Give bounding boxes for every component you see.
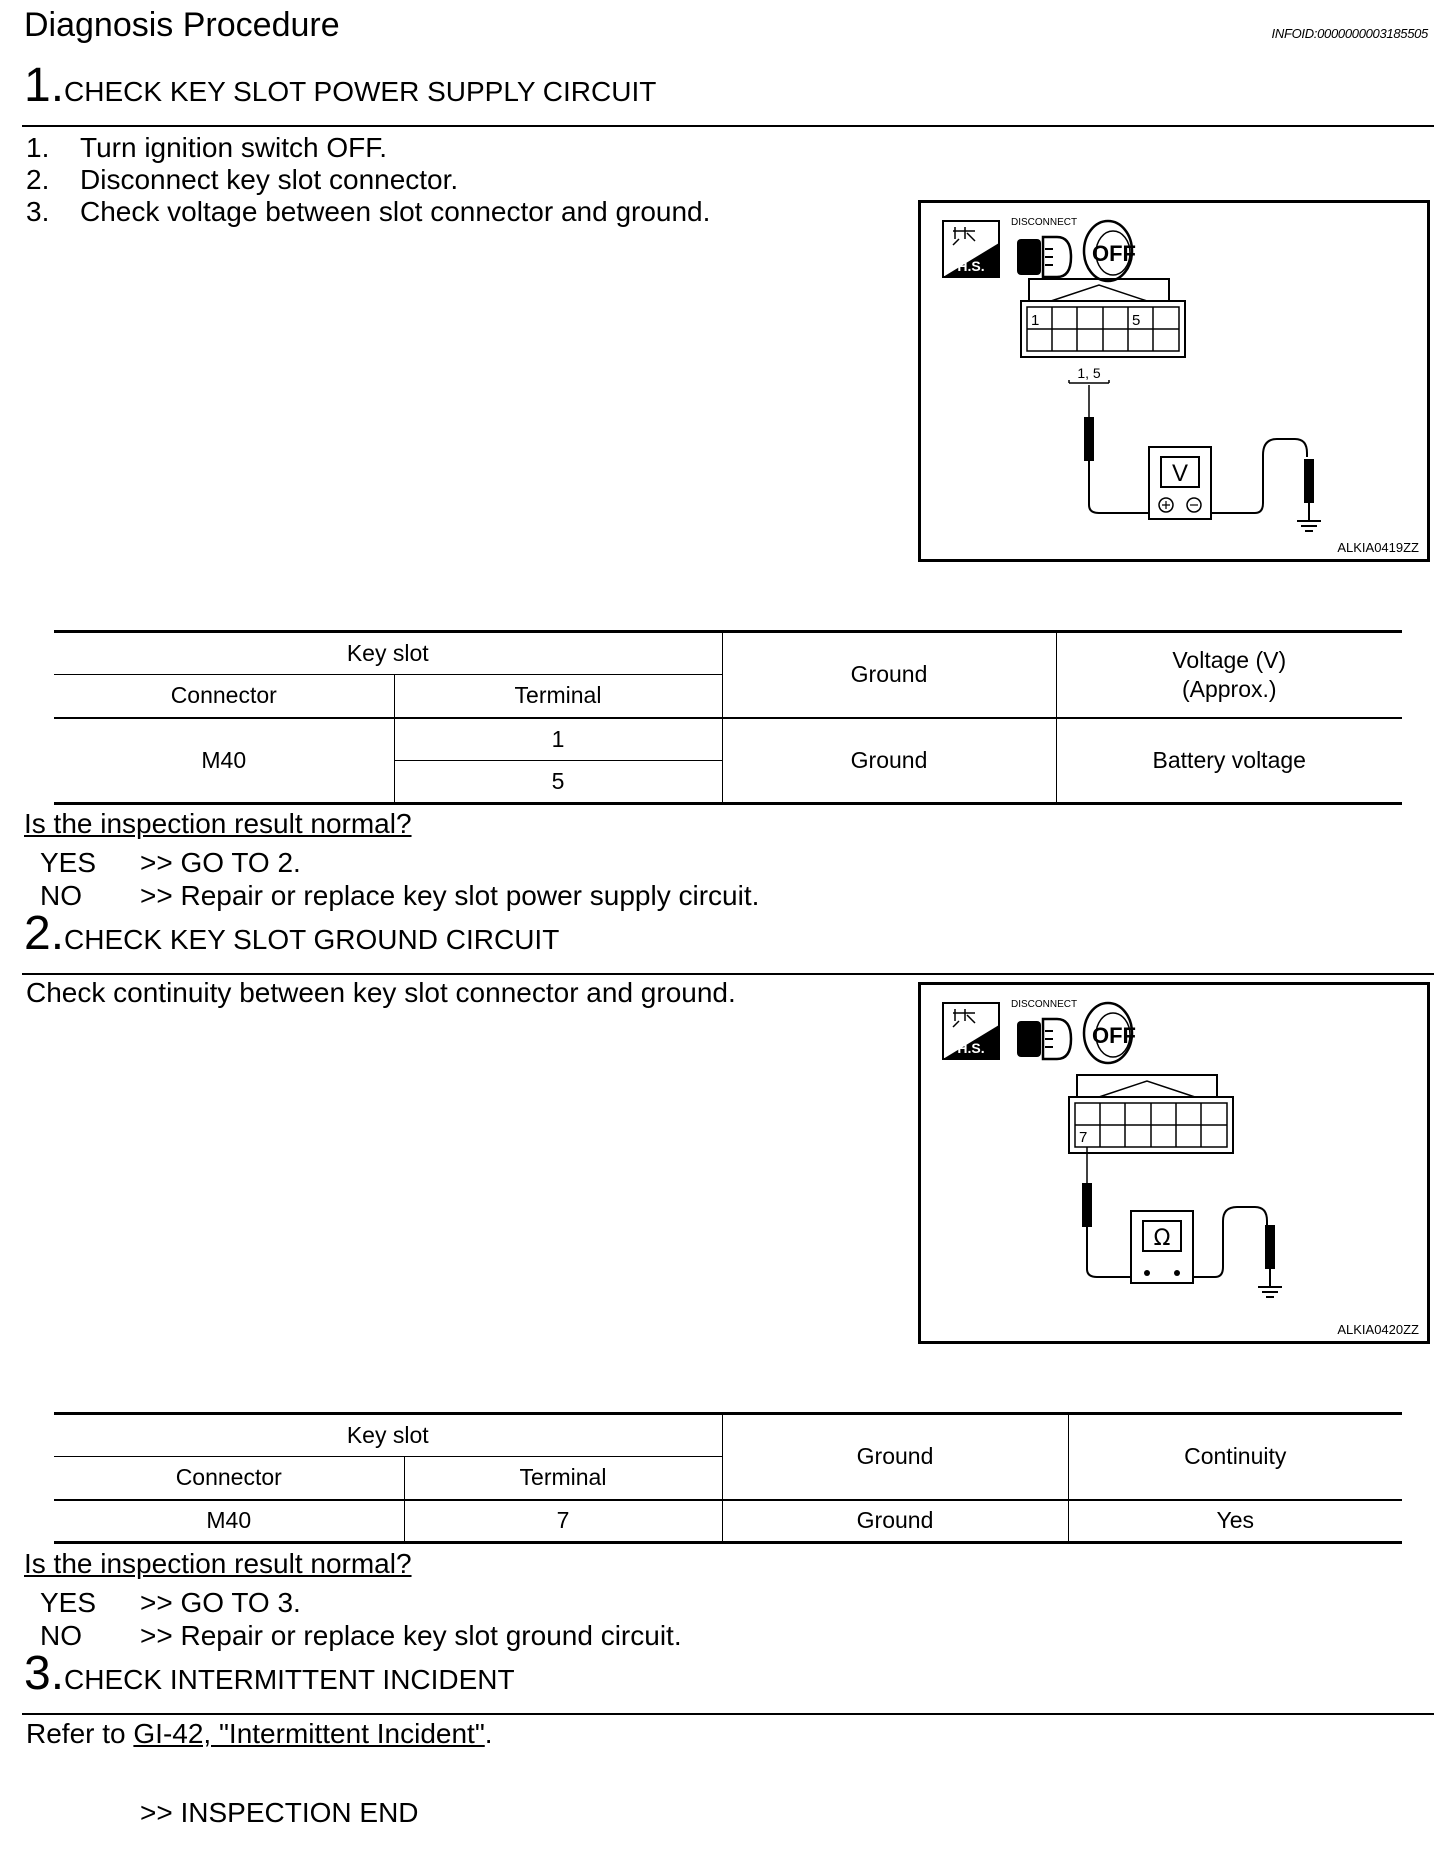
ohmmeter xyxy=(1131,1211,1193,1283)
inspection-end: >> INSPECTION END xyxy=(140,1797,419,1828)
step-title: CHECK KEY SLOT POWER SUPPLY CIRCUIT xyxy=(64,76,657,107)
svg-text:DISCONNECT: DISCONNECT xyxy=(1011,999,1078,1010)
harness-side-icon xyxy=(943,1003,999,1059)
step-number: 1. xyxy=(24,59,65,112)
step-number: 2. xyxy=(24,907,65,960)
answer-no: NO >> Repair or replace key slot ground circuit. xyxy=(40,1620,682,1651)
voltage-spec-table xyxy=(54,630,1402,805)
intermittent-incident-link[interactable]: GI-42, "Intermittent Incident" xyxy=(133,1718,485,1749)
svg-text:Ω: Ω xyxy=(1153,1226,1171,1251)
step-1-heading xyxy=(24,59,657,112)
svg-text:1: 1 xyxy=(1031,312,1040,329)
svg-text:H.S.: H.S. xyxy=(957,258,985,274)
refer-text: Refer to GI-42, "Intermittent Incident". xyxy=(26,1718,493,1749)
table-row: Connector Terminal xyxy=(54,675,1402,718)
figure-code: ALKIA0420ZZ xyxy=(1337,1322,1419,1337)
svg-text:5: 5 xyxy=(1132,312,1141,329)
harness-side-icon xyxy=(943,221,999,277)
svg-text:V: V xyxy=(1171,460,1189,487)
page-title: Diagnosis Procedure xyxy=(24,6,340,44)
step-3-heading xyxy=(24,1647,515,1700)
ground-symbol xyxy=(1258,1287,1282,1297)
wiring-diagram xyxy=(921,203,1427,559)
voltmeter xyxy=(1149,447,1211,519)
divider xyxy=(22,125,1434,127)
step-title: CHECK INTERMITTENT INCIDENT xyxy=(64,1664,515,1695)
divider xyxy=(22,973,1434,975)
answer-list xyxy=(40,846,759,912)
ground-symbol xyxy=(1297,521,1321,531)
inspection-question: Is the inspection result normal? xyxy=(24,808,412,839)
table-row: 5 xyxy=(54,761,1402,804)
list-item: 2. Disconnect key slot connector. xyxy=(26,164,459,195)
svg-text:DISCONNECT: DISCONNECT xyxy=(1011,217,1078,228)
continuity-check-diagram xyxy=(918,982,1430,1344)
svg-text:H.S.: H.S. xyxy=(957,1040,985,1056)
answer-yes: YES >> GO TO 2. xyxy=(40,847,301,878)
connector-face xyxy=(1021,279,1185,357)
list-item: 3. Check voltage between slot connector and ground. xyxy=(26,196,711,227)
disconnect-icon xyxy=(1011,999,1077,1059)
table-row: M40 1 Ground Battery voltage xyxy=(54,718,1402,761)
step-title: CHECK KEY SLOT GROUND CIRCUIT xyxy=(64,924,560,955)
inspection-question: Is the inspection result normal? xyxy=(24,1548,412,1579)
wiring-diagram xyxy=(921,985,1427,1341)
voltage-check-diagram xyxy=(918,200,1430,562)
step-number: 3. xyxy=(24,1647,65,1700)
list-item: 1. Turn ignition switch OFF. xyxy=(26,132,388,163)
continuity-spec-table xyxy=(54,1412,1402,1544)
step-2-heading xyxy=(24,907,560,960)
ignition-off-icon xyxy=(1084,1003,1136,1063)
disconnect-icon xyxy=(1011,217,1077,277)
divider xyxy=(22,1713,1434,1715)
instruction-text: Check continuity between key slot connector and ground. xyxy=(26,977,736,1008)
table-row: Connector Terminal xyxy=(54,1457,1402,1500)
table-row: Key slot Ground Voltage (V) (Approx.) xyxy=(54,632,1402,675)
answer-yes: YES >> GO TO 3. xyxy=(40,1587,301,1618)
table-row: M40 7 Ground Yes xyxy=(54,1500,1402,1543)
svg-text:OFF: OFF xyxy=(1092,241,1136,266)
ignition-off-icon xyxy=(1084,221,1136,281)
info-id: INFOID:0000000003185505 xyxy=(1271,26,1428,41)
instruction-list xyxy=(26,132,710,228)
table-row: Key slot Ground Continuity xyxy=(54,1414,1402,1457)
probe-label: 1, 5 xyxy=(1077,365,1101,381)
svg-text:7: 7 xyxy=(1079,1129,1088,1146)
answer-no: NO >> Repair or replace key slot power supply circuit. xyxy=(40,880,760,911)
answer-list xyxy=(40,1586,682,1652)
connector-face xyxy=(1069,1075,1233,1153)
figure-code: ALKIA0419ZZ xyxy=(1337,540,1419,555)
svg-text:OFF: OFF xyxy=(1092,1023,1136,1048)
